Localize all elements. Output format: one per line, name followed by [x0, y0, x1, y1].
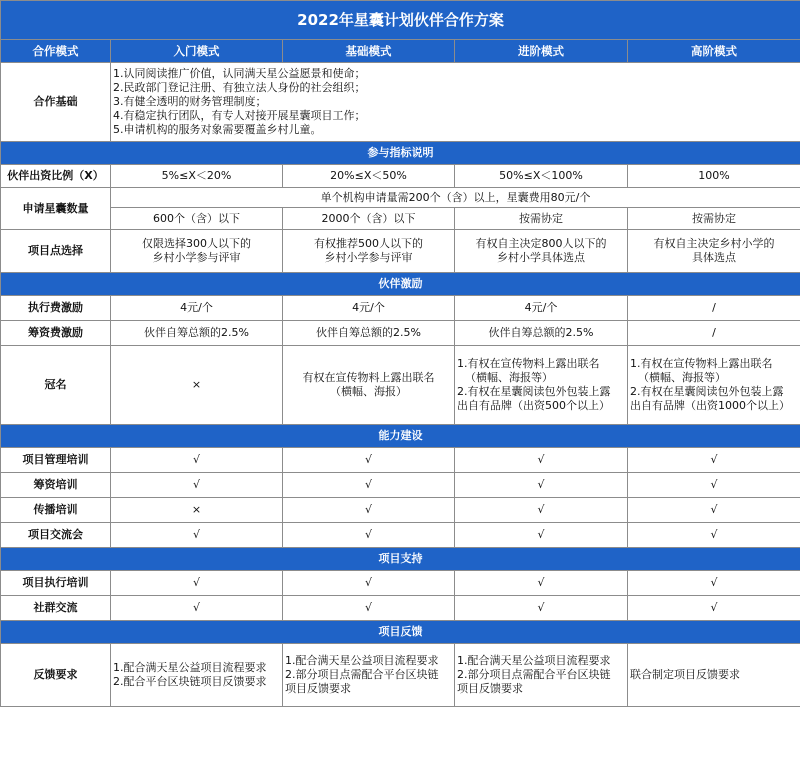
- table-cell: √: [455, 523, 628, 548]
- table-cell: 20%≤X＜50%: [283, 165, 455, 188]
- row-label: 筹资培训: [1, 473, 111, 498]
- cell-line: 1.有权在宣传物料上露出联名: [630, 357, 773, 370]
- cell-line: 仅限选择300人以下的: [142, 237, 251, 250]
- table-cell: 4元/个: [455, 296, 628, 321]
- table-cell: /: [628, 296, 800, 321]
- table-cell: √: [628, 448, 800, 473]
- row-label: 筹资费激励: [1, 321, 111, 346]
- basis-content: [111, 63, 800, 142]
- cell-line: 2.有权在星囊阅读包外包装上露: [630, 385, 784, 398]
- cell-line: 有权自主决定800人以下的: [475, 237, 607, 250]
- table-cell: [283, 644, 455, 707]
- row-label: 项目管理培训: [1, 448, 111, 473]
- table-cell: √: [455, 571, 628, 596]
- cell-line: 2.配合平台区块链项目反馈要求: [113, 675, 267, 688]
- cell-line: （横幅、海报等）: [638, 371, 726, 384]
- cell-line: 出自有品牌（出资1000个以上）: [630, 399, 790, 412]
- table-cell: √: [283, 448, 455, 473]
- basis-line: 2.民政部门登记注册、有独立法人身份的社会组织；: [113, 81, 366, 94]
- cell-line: 出自有品牌（出资500个以上）: [457, 399, 610, 412]
- table-cell: [283, 346, 455, 425]
- exec-fee-row: [1, 296, 800, 321]
- feedback-row: [1, 644, 800, 707]
- table-cell: 2000个（含）以下: [283, 208, 455, 230]
- cell-line: 1.配合满天星公益项目流程要求: [457, 654, 611, 667]
- table-cell: 600个（含）以下: [111, 208, 283, 230]
- section-participation: 参与指标说明: [1, 142, 800, 165]
- table-cell: 50%≤X＜100%: [455, 165, 628, 188]
- basis-label: 合作基础: [1, 63, 111, 142]
- table-row: [1, 523, 800, 548]
- cell-line: 有权在宣传物料上露出联名: [302, 371, 435, 384]
- cell-line: 具体选点: [692, 251, 737, 264]
- basis-line: 4.有稳定执行团队，有专人对接开展星囊项目工作；: [113, 109, 366, 122]
- quantity-row: [1, 208, 800, 230]
- header-basic: 基础模式: [283, 40, 455, 63]
- table-cell: √: [455, 448, 628, 473]
- table-cell: [455, 230, 628, 273]
- table-row: [1, 498, 800, 523]
- section-row: [1, 273, 800, 296]
- table-cell: 按需协定: [628, 208, 800, 230]
- table-cell: √: [628, 596, 800, 621]
- table-cell: 5%≤X＜20%: [111, 165, 283, 188]
- table-cell: √: [283, 596, 455, 621]
- section-incentive: 伙伴激励: [1, 273, 800, 296]
- table-row: [1, 596, 800, 621]
- cell-line: 1.配合满天星公益项目流程要求: [113, 661, 267, 674]
- row-label: 执行费激励: [1, 296, 111, 321]
- quantity-common-cell: 单个机构申请量需200个（含）以上，星囊费用80元/个: [111, 188, 800, 208]
- table-cell: /: [628, 321, 800, 346]
- header-entry: 入门模式: [111, 40, 283, 63]
- table-cell: [111, 230, 283, 273]
- section-support: 项目支持: [1, 548, 800, 571]
- table-cell: ×: [111, 498, 283, 523]
- basis-line: 1.认同阅读推广价值，认同满天星公益愿景和使命；: [113, 67, 366, 80]
- header-row: [1, 40, 800, 63]
- table-cell: 伙伴自筹总额的2.5%: [283, 321, 455, 346]
- table-row: [1, 448, 800, 473]
- table-cell: 4元/个: [283, 296, 455, 321]
- fundraise-fee-row: [1, 321, 800, 346]
- table-cell: 联合制定项目反馈要求: [628, 644, 800, 707]
- header-mode: 合作模式: [1, 40, 111, 63]
- row-label: 冠名: [1, 346, 111, 425]
- row-label: 传播培训: [1, 498, 111, 523]
- title-row: [1, 1, 800, 40]
- table-cell: 按需协定: [455, 208, 628, 230]
- header-premium: 高阶模式: [628, 40, 800, 63]
- section-row: [1, 548, 800, 571]
- cell-line: 有权推荐500人以下的: [314, 237, 423, 250]
- table-cell: √: [455, 498, 628, 523]
- table-cell: 伙伴自筹总额的2.5%: [111, 321, 283, 346]
- table-cell: √: [283, 571, 455, 596]
- table-cell: √: [111, 473, 283, 498]
- table-cell: √: [628, 571, 800, 596]
- cell-line: 项目反馈要求: [285, 682, 351, 695]
- cell-line: （横幅、海报等）: [465, 371, 553, 384]
- row-label: 项目执行培训: [1, 571, 111, 596]
- table-cell: 伙伴自筹总额的2.5%: [455, 321, 628, 346]
- section-capacity: 能力建设: [1, 425, 800, 448]
- naming-row: [1, 346, 800, 425]
- row-label: 反馈要求: [1, 644, 111, 707]
- cell-line: （横幅、海报）: [330, 385, 407, 398]
- table-cell: √: [455, 596, 628, 621]
- row-label: 项目交流会: [1, 523, 111, 548]
- site-selection-row: [1, 230, 800, 273]
- table-cell: ×: [111, 346, 283, 425]
- row-label: 项目点选择: [1, 230, 111, 273]
- cell-line: 2.部分项目点需配合平台区块链: [457, 668, 611, 681]
- quantity-common-row: [1, 188, 800, 208]
- table-cell: √: [628, 523, 800, 548]
- table-cell: √: [455, 473, 628, 498]
- section-row: [1, 142, 800, 165]
- row-label: 申请星囊数量: [1, 188, 111, 230]
- table-cell: [111, 644, 283, 707]
- cell-line: 项目反馈要求: [457, 682, 523, 695]
- table-cell: √: [111, 596, 283, 621]
- section-row: [1, 621, 800, 644]
- cell-line: 1.配合满天星公益项目流程要求: [285, 654, 439, 667]
- basis-line: 3.有健全透明的财务管理制度；: [113, 95, 267, 108]
- table-cell: √: [283, 498, 455, 523]
- table-cell: √: [628, 473, 800, 498]
- cell-line: 1.有权在宣传物料上露出联名: [457, 357, 600, 370]
- section-feedback: 项目反馈: [1, 621, 800, 644]
- row-label: 伙伴出资比例（X）: [1, 165, 111, 188]
- table-cell: [628, 230, 800, 273]
- cell-line: 有权自主决定乡村小学的: [653, 237, 775, 250]
- table-row: [1, 571, 800, 596]
- cell-line: 2.部分项目点需配合平台区块链: [285, 668, 439, 681]
- cell-line: 乡村小学具体选点: [497, 251, 585, 264]
- table-row: [1, 473, 800, 498]
- table-cell: [283, 230, 455, 273]
- table-cell: [628, 346, 800, 425]
- table-cell: [455, 644, 628, 707]
- cell-line: 乡村小学参与评审: [324, 251, 413, 264]
- table-cell: [455, 346, 628, 425]
- row-label: 社群交流: [1, 596, 111, 621]
- table-cell: √: [111, 448, 283, 473]
- table-cell: √: [283, 523, 455, 548]
- table-title: 2022年星囊计划伙伴合作方案: [1, 1, 800, 40]
- section-row: [1, 425, 800, 448]
- table-cell: √: [283, 473, 455, 498]
- table-cell: 100%: [628, 165, 800, 188]
- header-advanced: 进阶模式: [455, 40, 628, 63]
- basis-line: 5.申请机构的服务对象需要覆盖乡村儿童。: [113, 123, 322, 136]
- cell-line: 乡村小学参与评审: [152, 251, 241, 264]
- table-cell: √: [628, 498, 800, 523]
- table-cell: 4元/个: [111, 296, 283, 321]
- basis-row: [1, 63, 800, 142]
- table-cell: √: [111, 523, 283, 548]
- funding-ratio-row: [1, 165, 800, 188]
- cell-line: 2.有权在星囊阅读包外包装上露: [457, 385, 611, 398]
- table-cell: √: [111, 571, 283, 596]
